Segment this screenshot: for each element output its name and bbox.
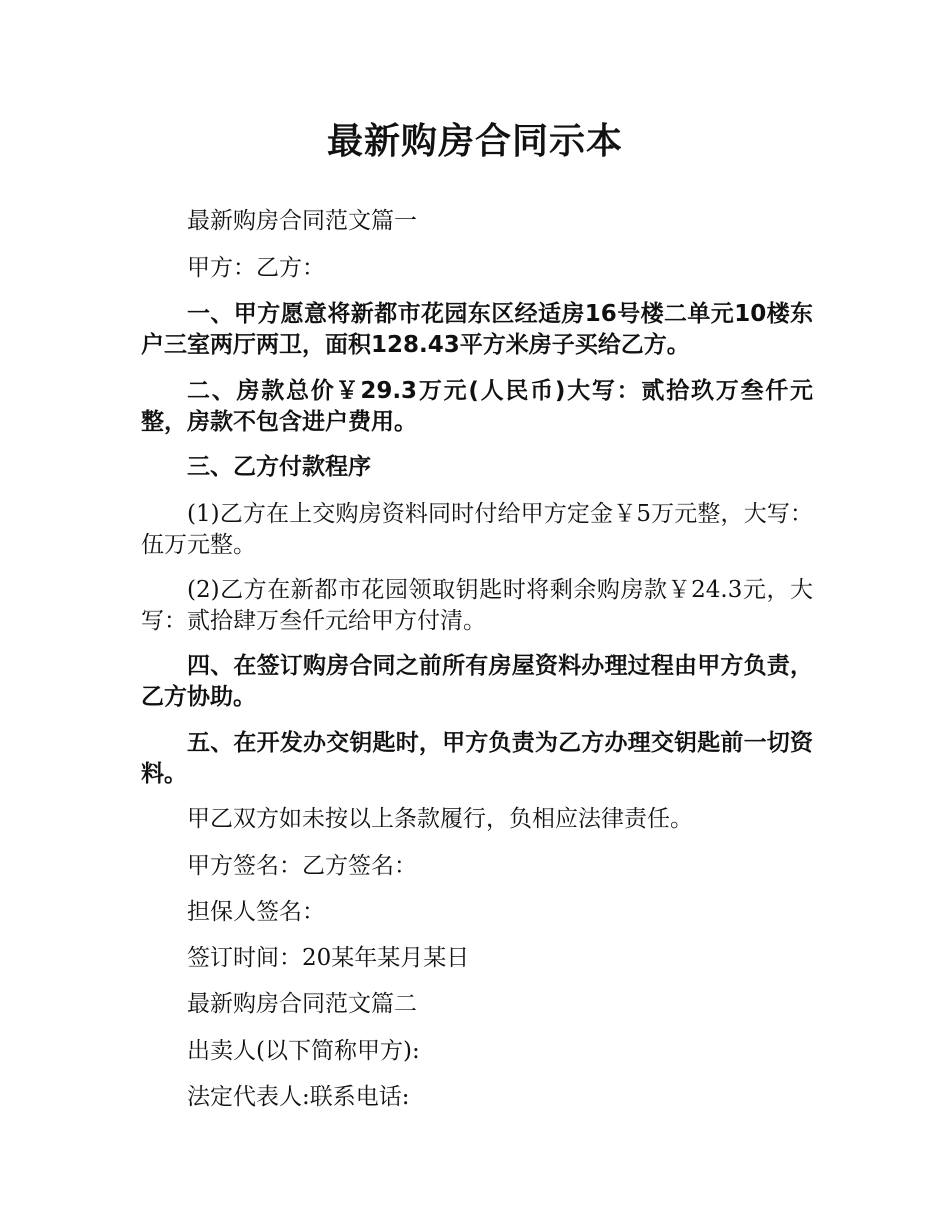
party-line: 甲方：乙方： xyxy=(187,255,325,281)
clause-3-heading: 三、乙方付款程序 xyxy=(187,454,371,480)
clause-2: 二、房款总价￥29.3万元(人民币)大写：贰拾玖万叁仟元整，房款不包含进户费用。 xyxy=(141,378,813,435)
document-title: 最新购房合同示本 xyxy=(326,121,623,162)
signature-line-guarantor: 担保人签名： xyxy=(187,899,325,925)
payment-step-1: (1)乙方在上交购房资料同时付给甲方定金￥5万元整，大写：伍万元整。 xyxy=(141,501,813,558)
payment-step-2: (2)乙方在新都市花园领取钥匙时将剩余购房款￥24.3元，大写：贰拾肆万叁仟元给甲方付清。 xyxy=(141,577,813,634)
section-heading-part-two: 最新购房合同范文篇二 xyxy=(187,991,417,1017)
legal-representative-line: 法定代表人:联系电话: xyxy=(187,1084,410,1110)
signing-date: 签订时间：20某年某月某日 xyxy=(187,945,470,971)
liability-statement: 甲乙双方如未按以上条款履行，负相应法律责任。 xyxy=(187,806,693,832)
seller-line: 出卖人(以下简称甲方): xyxy=(187,1038,420,1064)
signature-line-parties: 甲方签名：乙方签名： xyxy=(187,853,417,879)
clause-4: 四、在签订购房合同之前所有房屋资料办理过程由甲方负责，乙方协助。 xyxy=(141,653,813,710)
clause-5: 五、在开发办交钥匙时，甲方负责为乙方办理交钥匙前一切资料。 xyxy=(141,730,813,787)
clause-1: 一、甲方愿意将新都市花园东区经适房16号楼二单元10楼东户三室两厅两卫，面积128.43平方米房子买给乙方。 xyxy=(141,301,813,358)
section-heading-part-one: 最新购房合同范文篇一 xyxy=(187,208,417,234)
